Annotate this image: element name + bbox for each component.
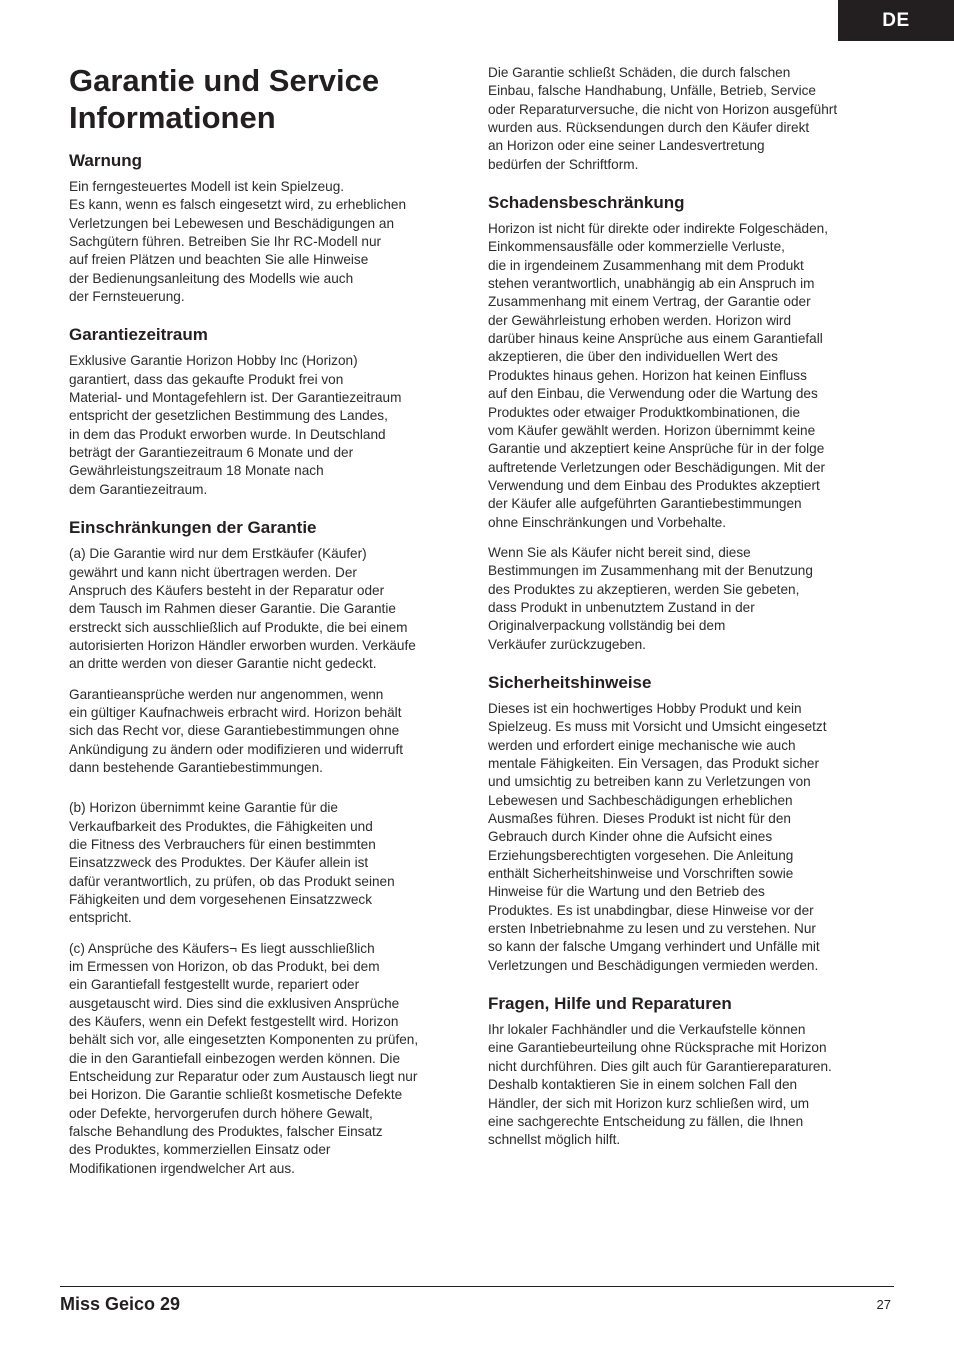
section-fragen xyxy=(488,993,888,1149)
heading-sicherheitshinweise: Sicherheitshinweise xyxy=(488,672,652,692)
heading-schadensbeschraenkung: Schadensbeschränkung xyxy=(488,193,685,213)
text-fragen: Ihr lokaler Fachhändler und die Verkaufstelle können eine Garantiebeurteilung ohne Rücksprache mit Horizon nicht durchführen. Dies gilt auch für Garantiereparaturen. Deshalb kontaktieren Sie in einem solchen Fall den Händler, der sich mit Horizon kurz schließen wird, um eine sachgerechte Entscheidung zu fällen, die Ihnen schnellst möglich hilft. xyxy=(488,1022,832,1148)
heading-warnung: Warnung xyxy=(69,151,143,170)
language-tab: DE xyxy=(838,0,954,41)
text-schadensbeschraenkung-rueckgabe: Wenn Sie als Käufer nicht bereit sind, diese Bestimmungen im Zusammenhang mit der Benutzung des Produktes zu akzeptieren, werden Sie gebeten, dass Produkt in unbenutztem Zustand in der Originalverpackung vollständig bei dem Verkäufer zurückzugeben. xyxy=(488,544,813,652)
text-warnung: Ein ferngesteuertes Modell ist kein Spielzeug. Es kann, wenn es falsch eingesetzt wird, zu erheblichen Verletzungen bei Lebewesen und Beschädigungen an Sachgütern führen. Betreiben Sie Ihr RC-Modell nur auf freien Plätzen und beachten Sie alle Hinweise der Bedienungsanleitung des Modells wie auch der Fernsteuerung. xyxy=(69,179,407,305)
text-einschraenkungen-c: (c) Ansprüche des Käufers¬ Es liegt ausschließlich im Ermessen von Horizon, ob das Produkt, bei dem ein Garantiefall festgestellt wurde, repariert oder ausgetauscht wird. Dies sind die exklusiven Ansprüche des Käufers, wenn ein Defekt festgestellt wird. Horizon behält sich vor, alle eingesetzten Komponenten zu prüfen, die in den Garantiefall einbezogen werden können. Die Entscheidung zur Reparatur oder zum Austausch liegt nur bei Horizon. Die Garantie schließt kosmetische Defekte oder Defekte, hervorgerufen durch höhere Gewalt, falsche Behandlung des Produktes, falscher Einsatz des Produktes, kommerziellen Einsatz oder Modifikationen irgendwelcher Art aus. xyxy=(69,940,419,1176)
section-einschraenkungen xyxy=(69,517,469,1178)
text-intro: Die Garantie schließt Schäden, die durch falschen Einbau, falsche Handhabung, Unfälle, Betrieb, Service oder Reparaturversuche, die nicht von Horizon ausgeführt wurden aus. Rücksendungen durch den Käufer direkt an Horizon oder eine seiner Landesvertretung bedürfen der Schriftform. xyxy=(488,65,838,172)
text-einschraenkungen-a: (a) Die Garantie wird nur dem Erstkäufer (Käufer) gewährt und kann nicht übertragen werden. Der Anspruch des Käufers besteht in der Reparatur oder dem Tausch im Rahmen dieser Garantie. Die Garantie erstreckt sich ausschließlich auf Produkte, die bei einem autorisierten Horizon Händler erworben wurden. Verkäufe an dritte werden von dieser Garantie nicht gedeckt. xyxy=(69,546,416,672)
page-title: Garantie und Service Informationen xyxy=(69,63,380,135)
text-schadensbeschraenkung: Horizon ist nicht für direkte oder indirekte Folgeschäden, Einkommensausfälle oder kommerzielle Verluste, die in irgendeinem Zusammenhang mit dem Produkt stehen verantwortlich, unabhängig ab ein Anspruch im Zusammenhang mit einem Vertrag, der Garantie oder der Gewährleistung erhoben werden. Horizon wird darüber hinaus keine Ansprüche aus einem Garantiefall akzeptieren, die über den individuellen Wert des Produktes hinaus gehen. Horizon hat keinen Einfluss auf den Einbau, die Verwendung oder die Wartung des Produktes oder etwaiger Produktkombinationen, die vom Käufer gewählt werden. Horizon übernimmt keine Garantie und akzeptiert keine Ansprüche für in der folge auftretende Verletzungen oder Beschädigungen. Mit der Verwendung und dem Einbau des Produktes akzeptiert der Käufer alle aufgeführten Garantiebestimmungen ohne Einschränkungen und Vorbehalte. xyxy=(488,221,829,530)
page-number: 27 xyxy=(876,1297,891,1312)
section-intro xyxy=(488,64,888,174)
left-column xyxy=(69,62,469,1196)
text-einschraenkungen-kaufnachweis: Garantieansprüche werden nur angenommen, wenn ein gültiger Kaufnachweis erbracht wird. Horizon behält sich das Recht vor, diese Garantiebestimmungen ohne Ankündigung zu ändern oder modifizieren und widerruft dann bestehende Garantiebestimmungen. xyxy=(69,686,404,775)
section-warnung xyxy=(69,150,469,306)
text-sicherheitshinweise: Dieses ist ein hochwertiges Hobby Produkt und kein Spielzeug. Es muss mit Vorsicht und Umsicht eingesetzt werden und erfordert einige mechanische wie auch mentale Fähigkeiten. Ein Versagen, das Produkt sicher und umsichtig zu betreiben kann zu Verletzungen von Lebewesen und Sachbeschädigungen erheblichen Ausmaßes führen. Dieses Produkt ist nicht für den Gebrauch durch Kinder ohne die Aufsicht eines Erziehungsberechtigten vorgesehen. Die Anleitung enthält Sicherheitshinweise und Vorschriften sowie Hinweise für die Wartung und den Betrieb des Produktes. Es ist unabdingbar, diese Hinweise vor der ersten Inbetriebnahme zu lesen und zu verstehen. Nur so kann der falsche Umgang verhindert und Unfälle mit Verletzungen und Beschädigungen vermieden werden. xyxy=(488,700,827,973)
section-schadensbeschraenkung xyxy=(488,192,888,654)
heading-garantiezeitraum: Garantiezeitraum xyxy=(69,325,208,345)
section-sicherheitshinweise xyxy=(488,672,888,975)
right-column xyxy=(488,64,888,1168)
text-einschraenkungen-b: (b) Horizon übernimmt keine Garantie für die Verkaufbarkeit des Produktes, die Fähigkeiten und die Fitness des Verbrauchers für einen bestimmten Einsatzzweck des Produktes. Der Käufer allein ist dafür verantwortlich, zu prüfen, ob das Produkt seinen Fähigkeiten und dem vorgesehenen Einsatzzweck entspricht. xyxy=(69,800,395,926)
heading-fragen: Fragen, Hilfe und Reparaturen xyxy=(488,994,732,1014)
footer-divider xyxy=(60,1286,894,1287)
text-garantiezeitraum: Exklusive Garantie Horizon Hobby Inc (Horizon) garantiert, dass das gekaufte Produkt frei von Material- und Montagefehlern ist. Der Garantiezeitraum entspricht der gesetzlichen Bestimmung des Landes, in dem das Produkt erworben wurde. In Deutschland beträgt der Garantiezeitraum 6 Monate und der Gewährleistungszeitraum 18 Monate nach dem Garantiezeitraum. xyxy=(69,353,402,497)
footer-product-name: Miss Geico 29 xyxy=(60,1294,181,1314)
heading-einschraenkungen: Einschränkungen der Garantie xyxy=(69,518,317,538)
section-garantiezeitraum xyxy=(69,324,469,499)
